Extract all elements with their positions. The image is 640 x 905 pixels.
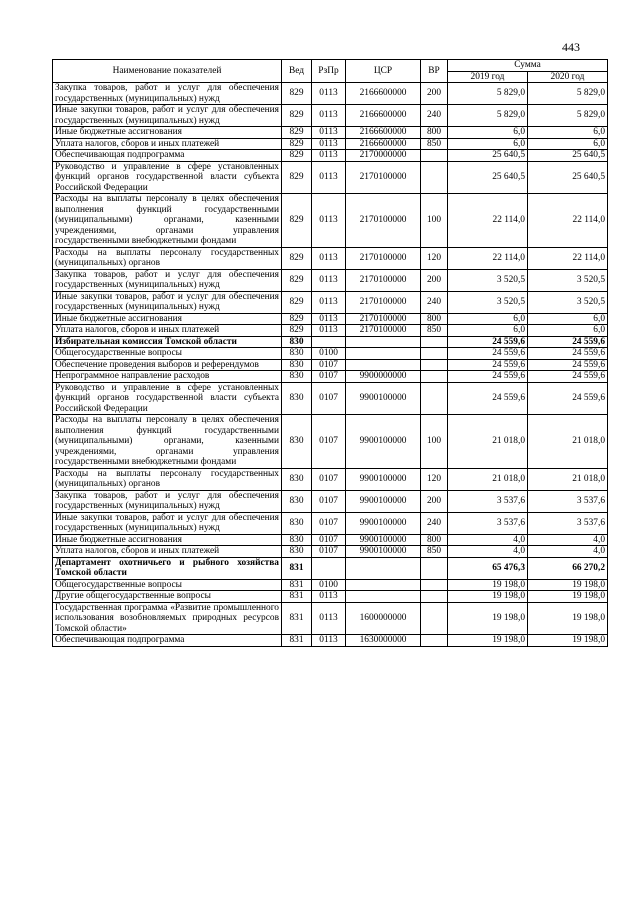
row-rzpr: 0113 [312, 269, 346, 291]
row-ved: 829 [282, 247, 312, 269]
row-rzpr: 0113 [312, 194, 346, 248]
row-name: Иные бюджетные ассигнования [53, 534, 282, 546]
row-vr: 800 [421, 313, 448, 325]
row-sum-2019: 19 198,0 [448, 591, 528, 603]
row-name: Расходы на выплаты персоналу в целях обеспечения выполнения функций государственными (муниципальными) органами, казенными учреждениями, органами управления государственными внебюджетными фондами [53, 194, 282, 248]
row-name: Закупка товаров, работ и услуг для обеспечения государственных (муниципальных) нужд [53, 83, 282, 105]
budget-table [52, 59, 608, 647]
row-rzpr: 0113 [312, 161, 346, 194]
row-name: Расходы на выплаты персоналу государственных (муниципальных) органов [53, 247, 282, 269]
row-csr [346, 348, 421, 360]
row-sum-2020: 19 198,0 [528, 579, 608, 591]
row-name: Иные закупки товаров, работ и услуг для обеспечения государственных (муниципальных) нужд [53, 105, 282, 127]
row-name: Уплата налогов, сборов и иных платежей [53, 325, 282, 337]
row-csr: 9900100000 [346, 512, 421, 534]
row-csr: 9900000000 [346, 371, 421, 383]
table-row [53, 83, 608, 105]
page-number: 443 [562, 40, 580, 54]
row-sum-2019: 19 198,0 [448, 602, 528, 635]
row-sum-2019: 5 829,0 [448, 105, 528, 127]
header-vr: ВР [421, 60, 448, 83]
table-row [53, 512, 608, 534]
row-rzpr: 0107 [312, 490, 346, 512]
row-sum-2019: 6,0 [448, 325, 528, 337]
row-vr: 200 [421, 83, 448, 105]
row-name: Руководство и управление в сфере установленных функций органов государственной власти субъекта Российской Федерации [53, 382, 282, 415]
row-csr: 2170000000 [346, 150, 421, 162]
row-sum-2020: 5 829,0 [528, 83, 608, 105]
row-csr: 2166600000 [346, 83, 421, 105]
row-rzpr: 0107 [312, 546, 346, 558]
row-sum-2020: 6,0 [528, 138, 608, 150]
row-rzpr: 0107 [312, 468, 346, 490]
row-name: Департамент охотничьего и рыбного хозяйства Томской области [53, 557, 282, 579]
row-name: Обеспечивающая подпрограмма [53, 635, 282, 647]
row-ved: 830 [282, 336, 312, 348]
row-sum-2019: 6,0 [448, 138, 528, 150]
row-vr: 100 [421, 415, 448, 469]
table-row [53, 490, 608, 512]
row-sum-2019: 24 559,6 [448, 371, 528, 383]
table-row [53, 359, 608, 371]
row-vr: 120 [421, 468, 448, 490]
row-csr: 1630000000 [346, 635, 421, 647]
row-vr: 240 [421, 105, 448, 127]
row-csr [346, 557, 421, 579]
row-csr: 2170100000 [346, 247, 421, 269]
row-ved: 831 [282, 635, 312, 647]
table-row [53, 591, 608, 603]
row-rzpr: 0113 [312, 602, 346, 635]
row-rzpr: 0113 [312, 291, 346, 313]
row-ved: 829 [282, 161, 312, 194]
row-sum-2020: 25 640,5 [528, 150, 608, 162]
row-csr: 2166600000 [346, 105, 421, 127]
row-name: Другие общегосударственные вопросы [53, 591, 282, 603]
row-csr: 2170100000 [346, 291, 421, 313]
row-sum-2020: 6,0 [528, 325, 608, 337]
row-rzpr [312, 336, 346, 348]
row-sum-2020: 3 537,6 [528, 512, 608, 534]
table-row [53, 269, 608, 291]
row-sum-2020: 22 114,0 [528, 194, 608, 248]
row-csr: 9900100000 [346, 546, 421, 558]
row-ved: 829 [282, 83, 312, 105]
table-row [53, 194, 608, 248]
row-name: Закупка товаров, работ и услуг для обеспечения государственных (муниципальных) нужд [53, 269, 282, 291]
row-vr: 200 [421, 269, 448, 291]
table-row [53, 415, 608, 469]
row-sum-2020: 24 559,6 [528, 359, 608, 371]
row-sum-2019: 19 198,0 [448, 635, 528, 647]
table-row [53, 161, 608, 194]
row-sum-2019: 24 559,6 [448, 359, 528, 371]
table-row [53, 468, 608, 490]
row-vr: 240 [421, 291, 448, 313]
row-name: Иные бюджетные ассигнования [53, 127, 282, 139]
row-sum-2020: 3 520,5 [528, 291, 608, 313]
row-name: Закупка товаров, работ и услуг для обеспечения государственных (муниципальных) нужд [53, 490, 282, 512]
row-sum-2019: 21 018,0 [448, 468, 528, 490]
row-ved: 829 [282, 127, 312, 139]
row-sum-2019: 6,0 [448, 313, 528, 325]
row-sum-2019: 65 476,3 [448, 557, 528, 579]
row-vr [421, 579, 448, 591]
row-sum-2019: 25 640,5 [448, 161, 528, 194]
row-sum-2019: 19 198,0 [448, 579, 528, 591]
row-sum-2020: 24 559,6 [528, 382, 608, 415]
row-ved: 829 [282, 105, 312, 127]
row-ved: 830 [282, 468, 312, 490]
row-rzpr: 0113 [312, 150, 346, 162]
header-rzpr: РзПр [312, 60, 346, 83]
row-ved: 831 [282, 591, 312, 603]
row-ved: 829 [282, 150, 312, 162]
header-name: Наименование показателей [53, 60, 282, 83]
row-rzpr [312, 557, 346, 579]
row-ved: 829 [282, 138, 312, 150]
row-sum-2019: 22 114,0 [448, 247, 528, 269]
row-vr: 850 [421, 138, 448, 150]
row-ved: 829 [282, 313, 312, 325]
header-2019: 2019 год [448, 71, 528, 83]
row-vr: 850 [421, 325, 448, 337]
row-sum-2020: 25 640,5 [528, 161, 608, 194]
table-row [53, 635, 608, 647]
header-sum: Сумма [448, 60, 608, 72]
row-sum-2019: 3 537,6 [448, 512, 528, 534]
table-row [53, 336, 608, 348]
row-rzpr: 0107 [312, 534, 346, 546]
row-ved: 830 [282, 382, 312, 415]
row-name: Избирательная комиссия Томской области [53, 336, 282, 348]
row-sum-2019: 24 559,6 [448, 382, 528, 415]
row-sum-2019: 24 559,6 [448, 336, 528, 348]
row-sum-2019: 21 018,0 [448, 415, 528, 469]
row-sum-2019: 24 559,6 [448, 348, 528, 360]
row-sum-2019: 3 520,5 [448, 269, 528, 291]
table-row [53, 371, 608, 383]
row-name: Расходы на выплаты персоналу государственных (муниципальных) органов [53, 468, 282, 490]
row-vr [421, 371, 448, 383]
row-name: Расходы на выплаты персоналу в целях обеспечения выполнения функций государственными (муниципальными) органами, казенными учреждениями, органами управления государственными внебюджетными фондами [53, 415, 282, 469]
row-rzpr: 0100 [312, 348, 346, 360]
row-csr: 1600000000 [346, 602, 421, 635]
row-name: Иные закупки товаров, работ и услуг для обеспечения государственных (муниципальных) нужд [53, 291, 282, 313]
table-body [53, 83, 608, 647]
row-ved: 831 [282, 579, 312, 591]
row-name: Иные закупки товаров, работ и услуг для обеспечения государственных (муниципальных) нужд [53, 512, 282, 534]
row-sum-2019: 6,0 [448, 127, 528, 139]
row-csr: 2170100000 [346, 313, 421, 325]
header-ved: Вед [282, 60, 312, 83]
row-vr: 800 [421, 127, 448, 139]
row-sum-2020: 24 559,6 [528, 348, 608, 360]
row-name: Общегосударственные вопросы [53, 348, 282, 360]
row-sum-2020: 6,0 [528, 313, 608, 325]
row-csr: 2170100000 [346, 269, 421, 291]
row-vr [421, 591, 448, 603]
row-csr [346, 336, 421, 348]
row-sum-2020: 19 198,0 [528, 602, 608, 635]
row-ved: 829 [282, 194, 312, 248]
row-sum-2020: 21 018,0 [528, 415, 608, 469]
row-vr: 120 [421, 247, 448, 269]
row-name: Руководство и управление в сфере установленных функций органов государственной власти субъекта Российской Федерации [53, 161, 282, 194]
row-ved: 830 [282, 546, 312, 558]
row-name: Уплата налогов, сборов и иных платежей [53, 546, 282, 558]
table-row [53, 534, 608, 546]
row-sum-2020: 24 559,6 [528, 336, 608, 348]
row-sum-2019: 25 640,5 [448, 150, 528, 162]
row-ved: 830 [282, 512, 312, 534]
row-sum-2020: 22 114,0 [528, 247, 608, 269]
row-vr [421, 336, 448, 348]
row-rzpr: 0100 [312, 579, 346, 591]
table-row [53, 579, 608, 591]
row-name: Общегосударственные вопросы [53, 579, 282, 591]
row-csr: 9900100000 [346, 468, 421, 490]
table-row [53, 127, 608, 139]
row-vr: 200 [421, 490, 448, 512]
row-rzpr: 0113 [312, 105, 346, 127]
table-row [53, 602, 608, 635]
row-rzpr: 0107 [312, 415, 346, 469]
row-ved: 829 [282, 291, 312, 313]
row-csr [346, 359, 421, 371]
row-sum-2019: 5 829,0 [448, 83, 528, 105]
row-ved: 830 [282, 415, 312, 469]
row-ved: 831 [282, 557, 312, 579]
row-vr [421, 359, 448, 371]
row-sum-2019: 3 537,6 [448, 490, 528, 512]
row-csr [346, 591, 421, 603]
row-sum-2020: 19 198,0 [528, 635, 608, 647]
row-csr: 9900100000 [346, 490, 421, 512]
row-csr: 2166600000 [346, 138, 421, 150]
table-row [53, 557, 608, 579]
row-rzpr: 0113 [312, 591, 346, 603]
table-header [53, 60, 608, 83]
row-rzpr: 0107 [312, 382, 346, 415]
row-sum-2020: 21 018,0 [528, 468, 608, 490]
row-ved: 830 [282, 490, 312, 512]
row-rzpr: 0113 [312, 313, 346, 325]
row-vr: 800 [421, 534, 448, 546]
row-sum-2020: 3 537,6 [528, 490, 608, 512]
row-rzpr: 0107 [312, 371, 346, 383]
row-rzpr: 0113 [312, 138, 346, 150]
row-ved: 831 [282, 602, 312, 635]
row-rzpr: 0113 [312, 127, 346, 139]
row-sum-2020: 4,0 [528, 534, 608, 546]
table-row [53, 382, 608, 415]
row-csr: 2170100000 [346, 194, 421, 248]
row-name: Государственная программа «Развитие промышленного использования возобновляемых природных ресурсов Томской области» [53, 602, 282, 635]
row-csr: 9900100000 [346, 415, 421, 469]
row-name: Иные бюджетные ассигнования [53, 313, 282, 325]
row-ved: 830 [282, 534, 312, 546]
row-sum-2020: 6,0 [528, 127, 608, 139]
row-name: Обеспечение проведения выборов и референдумов [53, 359, 282, 371]
row-vr [421, 557, 448, 579]
row-vr [421, 635, 448, 647]
table-row [53, 313, 608, 325]
table-row [53, 325, 608, 337]
row-ved: 829 [282, 269, 312, 291]
row-rzpr: 0113 [312, 325, 346, 337]
row-rzpr: 0107 [312, 512, 346, 534]
row-rzpr: 0113 [312, 83, 346, 105]
row-vr [421, 150, 448, 162]
table-row [53, 138, 608, 150]
row-sum-2019: 4,0 [448, 546, 528, 558]
row-csr: 9900100000 [346, 382, 421, 415]
row-name: Уплата налогов, сборов и иных платежей [53, 138, 282, 150]
table-row [53, 247, 608, 269]
row-csr: 2166600000 [346, 127, 421, 139]
row-sum-2019: 3 520,5 [448, 291, 528, 313]
row-sum-2020: 4,0 [528, 546, 608, 558]
row-ved: 830 [282, 359, 312, 371]
row-sum-2020: 5 829,0 [528, 105, 608, 127]
row-sum-2020: 19 198,0 [528, 591, 608, 603]
row-vr [421, 382, 448, 415]
row-vr: 850 [421, 546, 448, 558]
table-row [53, 150, 608, 162]
row-ved: 830 [282, 371, 312, 383]
row-vr [421, 348, 448, 360]
row-csr: 2170100000 [346, 325, 421, 337]
row-sum-2020: 66 270,2 [528, 557, 608, 579]
row-csr: 9900100000 [346, 534, 421, 546]
header-2020: 2020 год [528, 71, 608, 83]
row-rzpr: 0107 [312, 359, 346, 371]
header-csr: ЦСР [346, 60, 421, 83]
row-csr: 2170100000 [346, 161, 421, 194]
table-row [53, 291, 608, 313]
row-vr [421, 602, 448, 635]
row-rzpr: 0113 [312, 247, 346, 269]
row-sum-2019: 4,0 [448, 534, 528, 546]
row-name: Непрограммное направление расходов [53, 371, 282, 383]
row-sum-2020: 3 520,5 [528, 269, 608, 291]
row-csr [346, 579, 421, 591]
row-rzpr: 0113 [312, 635, 346, 647]
row-vr [421, 161, 448, 194]
row-vr: 240 [421, 512, 448, 534]
table-row [53, 105, 608, 127]
table-row [53, 348, 608, 360]
row-ved: 830 [282, 348, 312, 360]
row-sum-2019: 22 114,0 [448, 194, 528, 248]
row-ved: 829 [282, 325, 312, 337]
row-sum-2020: 24 559,6 [528, 371, 608, 383]
row-vr: 100 [421, 194, 448, 248]
table-row [53, 546, 608, 558]
row-name: Обеспечивающая подпрограмма [53, 150, 282, 162]
